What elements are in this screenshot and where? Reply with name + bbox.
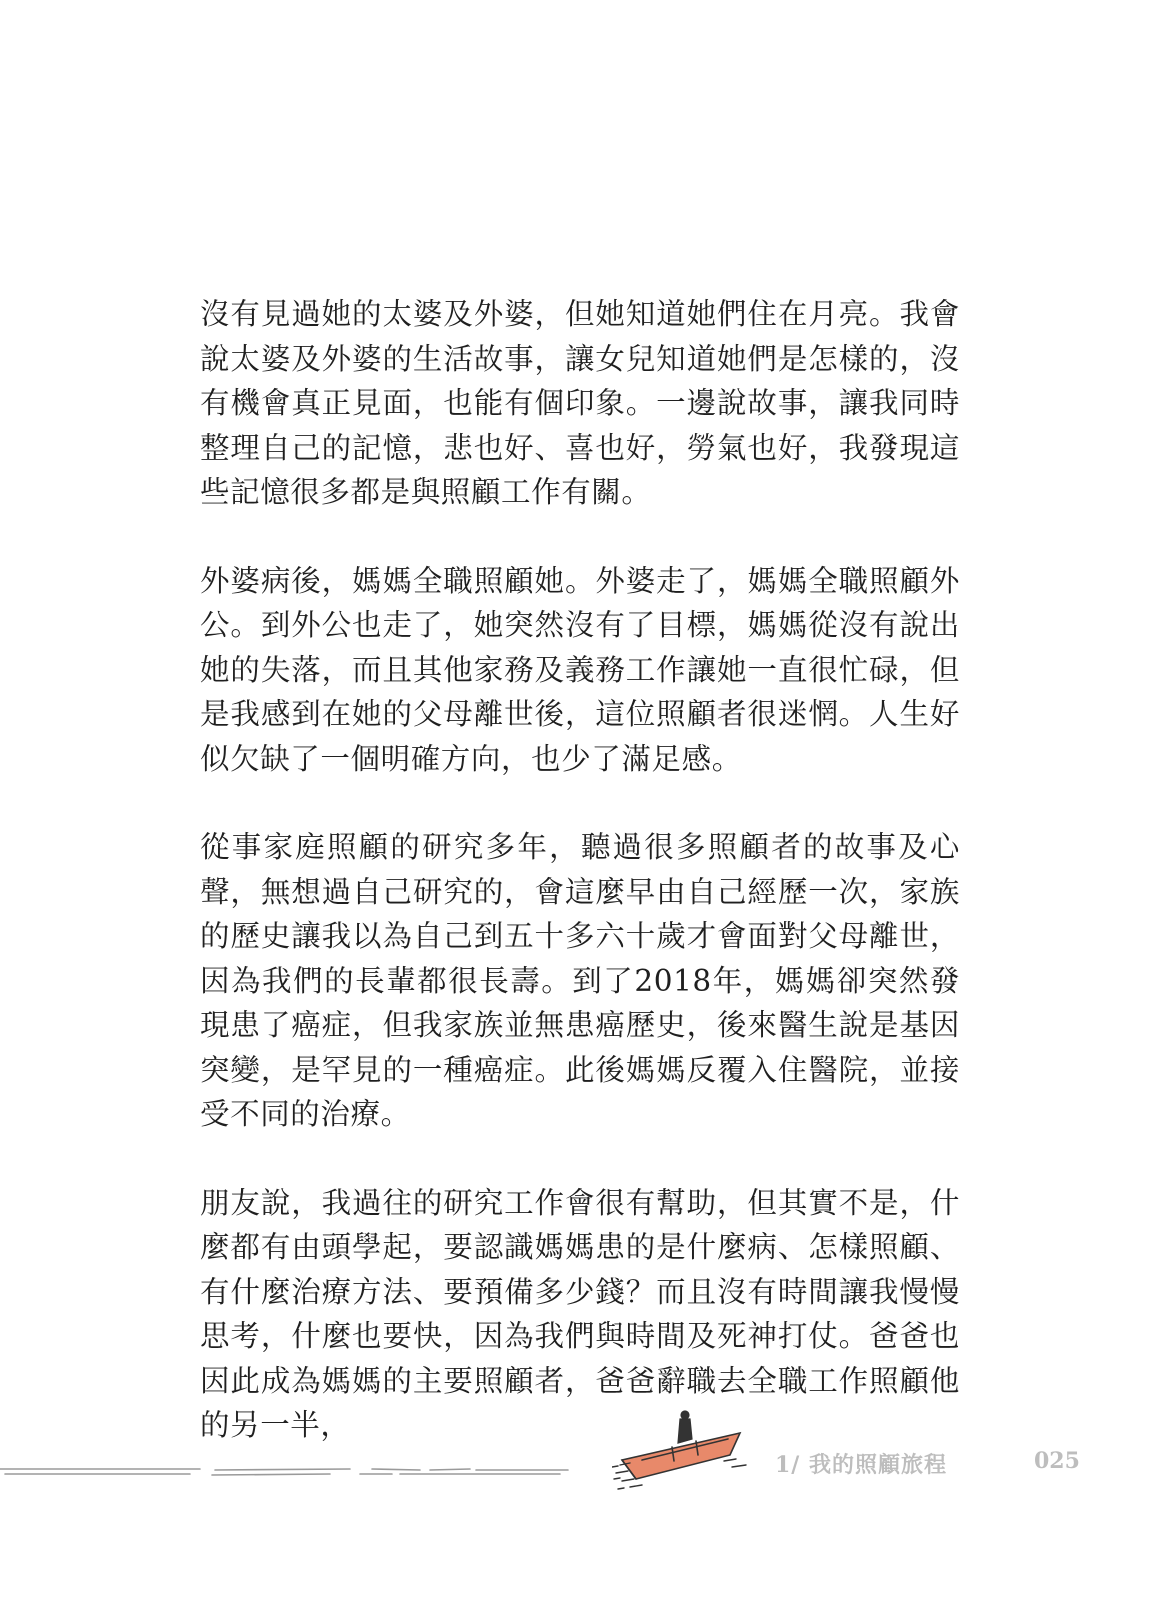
paragraph: 沒有見過她的太婆及外婆，但她知道她們住在月亮。我會說太婆及外婆的生活故事，讓女兒知道她們是怎樣的，沒有機會真正見面，也能有個印象。一邊說故事，讓我同時整理自己的記憶，悲也好、喜也好，勞氣也好，我發現這些記憶很多都是與照顧工作有關。 — [200, 297, 960, 509]
paragraph: 朋友說，我過往的研究工作會很有幫助，但其實不是，什麼都有由頭學起，要認識媽媽患的是什麼病、怎樣照顧、有什麼治療方法、要預備多少錢？而且沒有時間讓我慢慢思考，什麼也要快，因為我們與時間及死神打仗。爸爸也因此成為媽媽的主要照顧者，爸爸辭職去全職工作照顧他的另一半， — [200, 1185, 960, 1442]
paragraph: 外婆病後，媽媽全職照顧她。外婆走了，媽媽全職照顧外公。到外公也走了，她突然沒有了目標，媽媽從沒有說出她的失落，而且其他家務及義務工作讓她一直很忙碌，但是我感到在她的父母離世後，這位照顧者很迷惘。人生好似欠缺了一個明確方向，也少了滿足感。 — [200, 563, 960, 776]
boat-illustration-icon — [612, 1405, 752, 1495]
body-text — [200, 292, 960, 1492]
water-lines-decoration — [0, 1455, 600, 1495]
chapter-label: 1/ 我的照顧旅程 — [775, 1452, 948, 1478]
page-number: 025 — [1034, 1448, 1080, 1474]
paragraph: 從事家庭照顧的研究多年，聽過很多照顧者的故事及心聲，無想過自己研究的，會這麼早由自己經歷一次，家族的歷史讓我以為自己到五十多六十歲才會面對父母離世，因為我們的長輩都很長壽。到了2018年，媽媽卻突然發現患了癌症，但我家族並無患癌歷史，後來醫生說是基因突變，是罕見的一種癌症。此後媽媽反覆入住醫院，並接受不同的治療。 — [200, 830, 960, 1131]
